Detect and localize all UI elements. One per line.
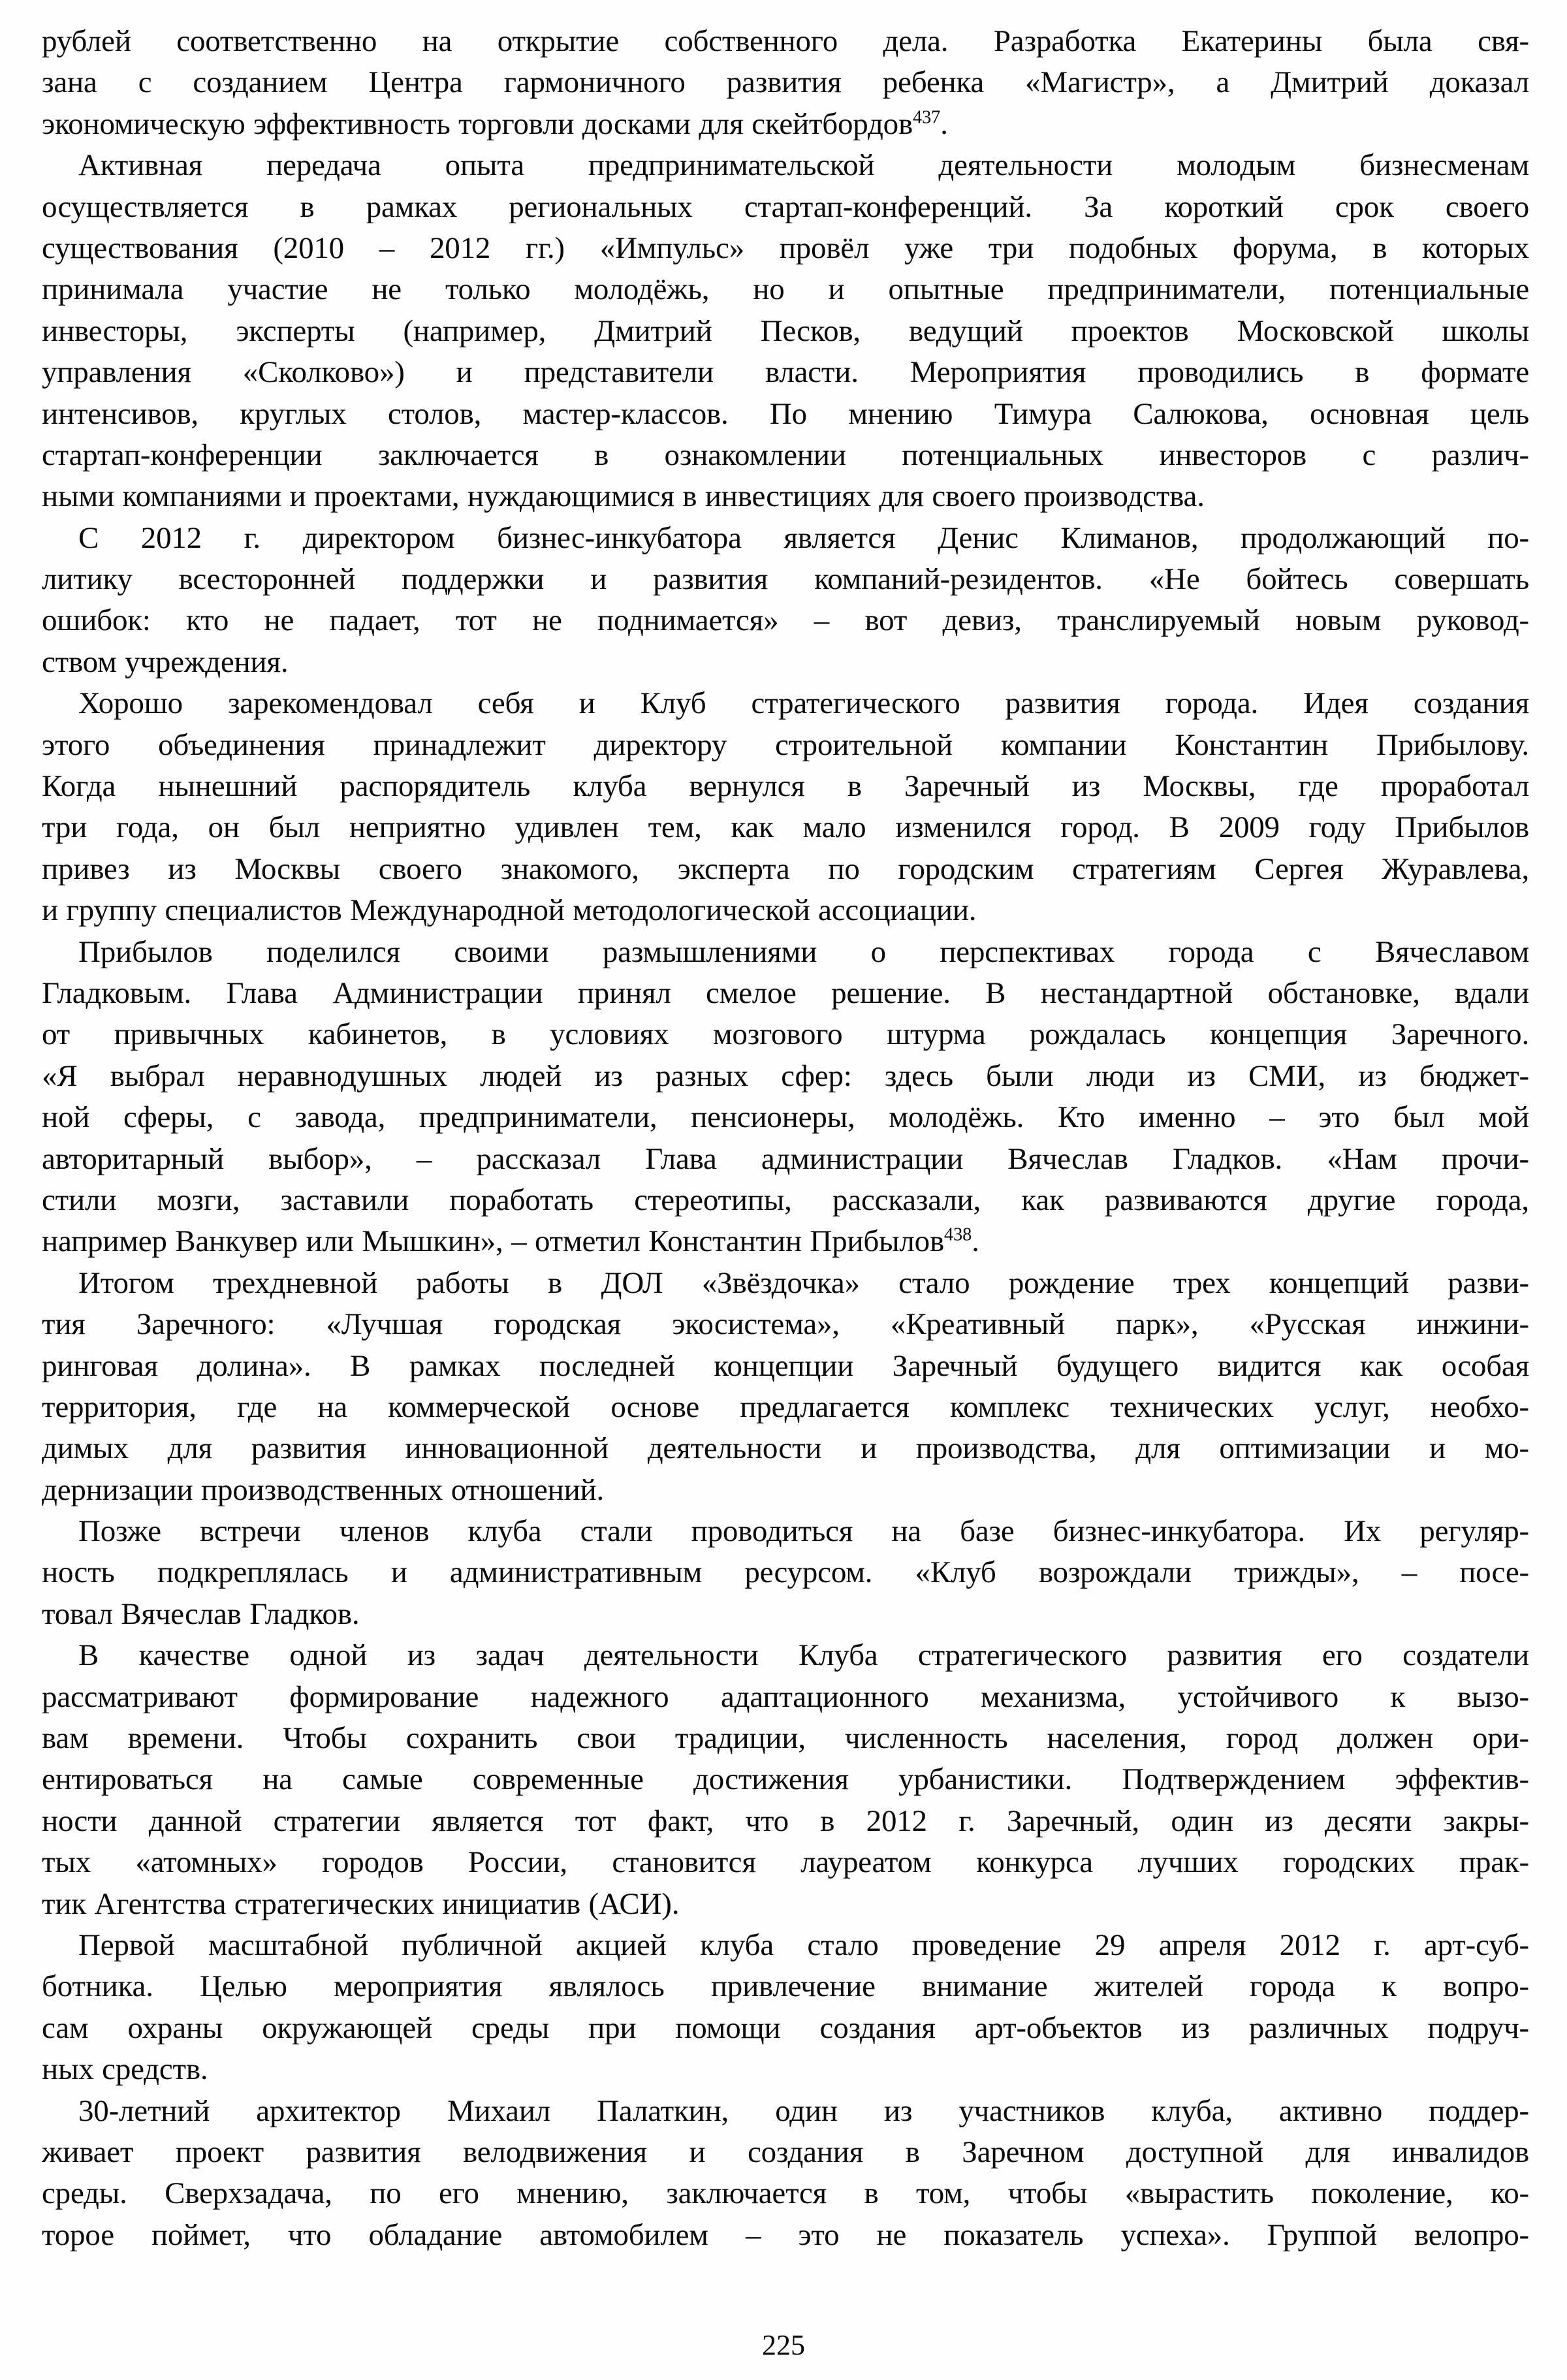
text-line: ботника. Целью мероприятия являлось привлечение внимание жителей города к вопро- [42, 1969, 1529, 2004]
text-line: «Я выбрал неравнодушных людей из разных сфер: здесь были люди из СМИ, из бюджет- [42, 1058, 1529, 1093]
text-line: В качестве одной из задач деятельности Клуба стратегического развития его создатели [78, 1638, 1529, 1673]
text-line: этого объединения принадлежит директору строительной компании Константин Прибылову. [42, 727, 1529, 762]
footnote-marker: 438 [943, 1224, 972, 1245]
page-text [42, 21, 1529, 2256]
text-line: ности данной стратегии является тот факт, что в 2012 г. Заречный, один из десяти закры- [42, 1803, 1529, 1838]
text-line: литику всесторонней поддержки и развития компаний-резидентов. «Не бойтесь совершать [42, 562, 1529, 597]
text-line: тия Заречного: «Лучшая городская экосистема», «Креативный парк», «Русская инжини- [42, 1307, 1529, 1342]
text-line: интенсивов, круглых столов, мастер-классов. По мнению Тимура Салюкова, основная цель [42, 396, 1529, 431]
text-line: товал Вячеслав Гладков. [42, 1596, 360, 1631]
text-line: осуществляется в рамках региональных стартап-конференций. За короткий срок своего [42, 189, 1529, 224]
text-line: димых для развития инновационной деятельности и производства, для оптимизации и мо- [42, 1431, 1529, 1466]
text-line: дернизации производственных отношений. [42, 1472, 605, 1507]
text-line: рассматривают формирование надежного адаптационного механизма, устойчивого к вызо- [42, 1679, 1529, 1714]
text-line: Когда нынешний распорядитель клуба вернулся в Заречный из Москвы, где проработал [42, 769, 1529, 804]
text-line: от привычных кабинетов, в условиях мозгового штурма рождалась концепция Заречного. [42, 1017, 1529, 1052]
text-line: ность подкреплялась и административным ресурсом. «Клуб возрождали трижды», – посе- [42, 1555, 1529, 1590]
text-line: три года, он был неприятно удивлен тем, как мало изменился город. В 2009 году Прибылов [42, 810, 1529, 845]
text-line: вам времени. Чтобы сохранить свои традиции, численность населения, город должен ори- [42, 1721, 1529, 1756]
text-line: принимала участие не только молодёжь, но и опытные предприниматели, потенциальные [42, 272, 1529, 307]
text-line: Хорошо зарекомендовал себя и Клуб стратегического развития города. Идея создания [78, 686, 1529, 721]
text-line: Активная передача опыта предпринимательской деятельности молодым бизнесменам [78, 148, 1529, 183]
text-line: авторитарный выбор», – рассказал Глава администрации Вячеслав Гладков. «Нам прочи- [42, 1141, 1529, 1176]
page-number: 225 [762, 2329, 805, 2361]
text-line: ных средств. [42, 2052, 208, 2087]
text-line: торое поймет, что обладание автомобилем – это не показатель успеха». Группой велопро- [42, 2217, 1529, 2252]
text-line: Позже встречи членов клуба стали проводиться на базе бизнес-инкубатора. Их регуляр- [78, 1514, 1529, 1549]
text-line: привез из Москвы своего знакомого, эксперта по городским стратегиям Сергея Журавлева, [42, 851, 1529, 886]
text-line: и группу специалистов Международной методологической ассоциации. [42, 893, 977, 928]
text-line: тых «атомных» городов России, становится лауреатом конкурса лучших городских прак- [42, 1845, 1529, 1880]
text-line: территория, где на коммерческой основе предлагается комплекс технических услуг, необхо- [42, 1389, 1529, 1424]
footnote-marker: 437 [912, 107, 941, 128]
text-line: существования (2010 – 2012 гг.) «Импульс» провёл уже три подобных форума, в которых [42, 230, 1529, 265]
text-line: зана с созданием Центра гармоничного развития ребенка «Магистр», а Дмитрий доказал [42, 65, 1529, 100]
text-line: ентироваться на самые современные достижения урбанистики. Подтверждением эффектив- [42, 1762, 1529, 1797]
text-line: живает проект развития велодвижения и создания в Заречном доступной для инвалидов [42, 2134, 1529, 2169]
text-line: ной сферы, с завода, предприниматели, пенсионеры, молодёжь. Кто именно – это был мой [42, 1100, 1529, 1135]
text-line: рублей соответственно на открытие собственного дела. Разработка Екатерины была свя- [42, 24, 1529, 58]
text-line: стили мозги, заставили поработать стереотипы, рассказали, как развиваются другие города, [42, 1182, 1529, 1217]
text-line: сам охраны окружающей среды при помощи создания арт-объектов из различных подруч- [42, 2010, 1529, 2045]
text-line: инвесторы, эксперты (например, Дмитрий Песков, ведущий проектов Московской школы [42, 313, 1529, 348]
text-line: среды. Сверхзадача, по его мнению, заключается в том, чтобы «вырастить поколение, ко- [42, 2176, 1529, 2211]
text-line: ошибок: кто не падает, тот не поднимается» – вот девиз, транслируемый новым руковод- [42, 603, 1529, 638]
text-line: стартап-конференции заключается в ознакомлении потенциальных инвесторов с различ- [42, 437, 1529, 472]
text-line: Первой масштабной публичной акцией клуба стало проведение 29 апреля 2012 г. арт-суб- [78, 1928, 1529, 1962]
text-line: ством учреждения. [42, 644, 289, 679]
text-line: Итогом трехдневной работы в ДОЛ «Звёздочка» стало рождение трех концепций разви- [78, 1265, 1529, 1300]
text-line: 30-летний архитектор Михаил Палаткин, один из участников клуба, активно поддер- [78, 2093, 1529, 2128]
text-line: С 2012 г. директором бизнес-инкубатора является Денис Климанов, продолжающий по- [78, 520, 1529, 555]
text-line: ными компаниями и проектами, нуждающимися в инвестициях для своего производства. [42, 479, 1205, 514]
text-line: Гладковым. Глава Администрации принял смелое решение. В нестандартной обстановке, вдали [42, 976, 1529, 1010]
text-line: управления «Сколково») и представители власти. Мероприятия проводились в формате [42, 355, 1529, 390]
text-line: тик Агентства стратегических инициатив (АСИ). [42, 1886, 680, 1921]
text-line: Прибылов поделился своими размышлениями о перспективах города с Вячеславом [78, 934, 1529, 969]
text-line: ринговая долина». В рамках последней концепции Заречный будущего видится как особая [42, 1348, 1529, 1383]
text-line: например Ванкувер или Мышкин», – отметил Константин Прибылов$^{438}$. [42, 1224, 979, 1259]
text-line: экономическую эффективность торговли досками для скейтбордов$^{437}$. [42, 106, 948, 141]
